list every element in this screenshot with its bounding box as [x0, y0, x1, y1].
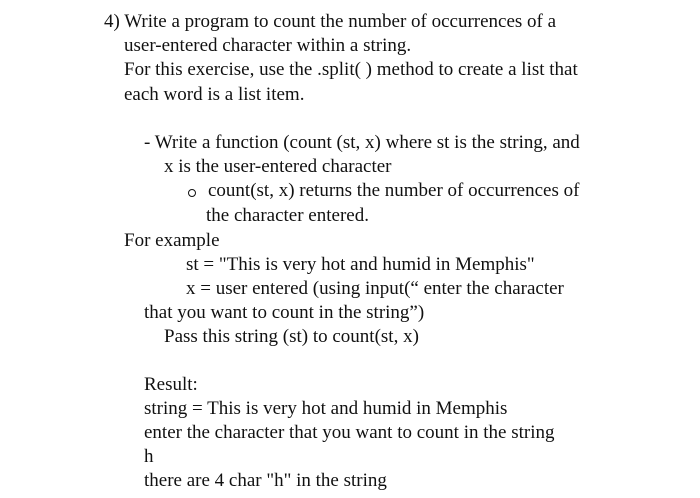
question-heading-line-1: 4) Write a program to count the number of occurrences of a [104, 11, 557, 32]
question-heading-line-2: user-entered character within a string. [124, 35, 412, 56]
result-prompt-line: enter the character that you want to count in the string [144, 422, 555, 443]
example-pass-line: Pass this string (st) to count(st, x) [164, 326, 419, 347]
circle-bullet-icon [188, 189, 196, 197]
function-requirement-line-1: - Write a function (count (st, x) where st is the string, and [144, 132, 580, 153]
example-label: For example [124, 230, 220, 251]
sub-bullet-line-2: the character entered. [206, 205, 369, 226]
sub-bullet-line-1: count(st, x) returns the number of occurrences of [208, 180, 580, 201]
result-input-line: h [144, 446, 154, 467]
example-x-line-2: that you want to count in the string”) [144, 302, 425, 323]
instruction-line-2: each word is a list item. [124, 84, 305, 105]
result-output-line: there are 4 char "h" in the string [144, 470, 387, 491]
function-requirement-line-2: x is the user-entered character [164, 156, 392, 177]
example-x-line-1: x = user entered (using input(“ enter the character [186, 278, 564, 299]
result-label: Result: [144, 374, 198, 395]
example-st-line: st = "This is very hot and humid in Memphis" [186, 254, 535, 275]
instruction-line-1: For this exercise, use the .split( ) method to create a list that [124, 59, 578, 80]
result-string-line: string = This is very hot and humid in Memphis [144, 398, 508, 419]
